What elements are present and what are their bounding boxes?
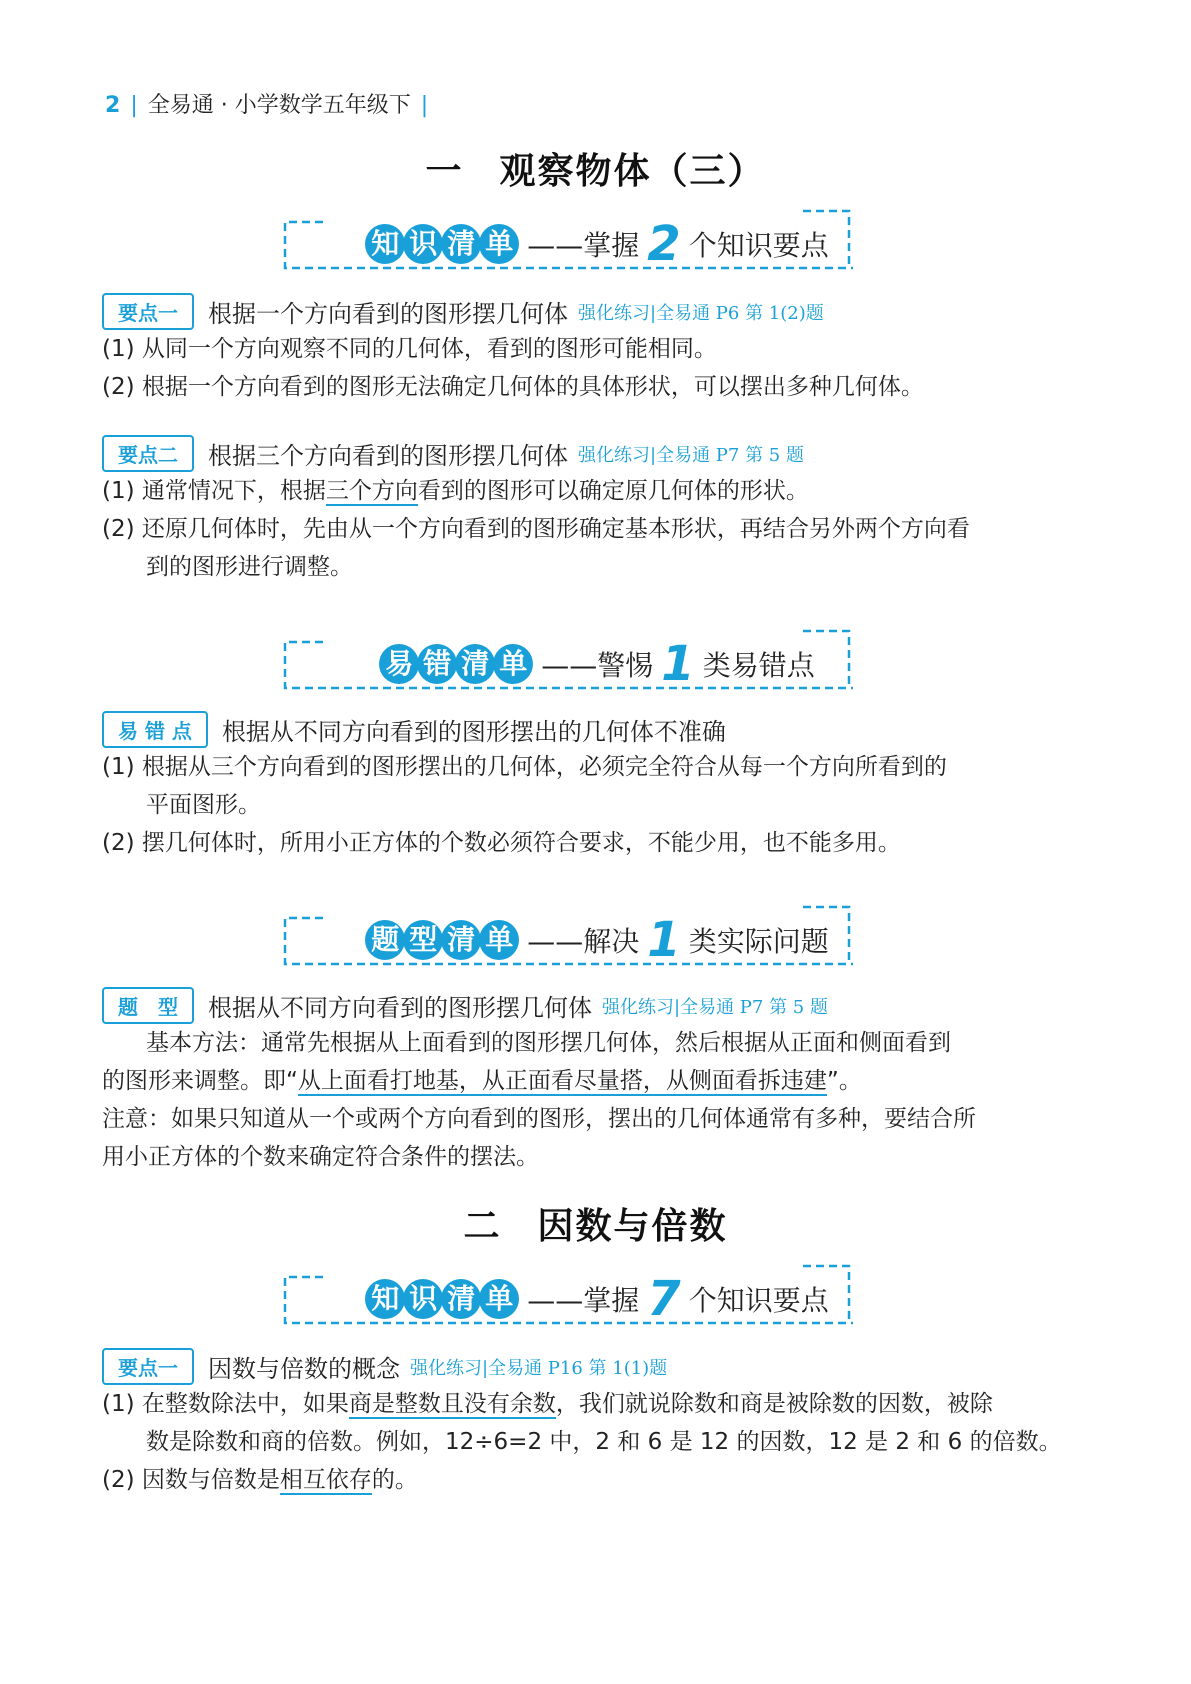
banner-count: 2 — [647, 216, 681, 272]
underlined-text: 三个方向 — [325, 478, 418, 504]
error-point-tag: 易 错 点 — [102, 711, 208, 748]
banner-suffix: 个知识要点 — [688, 1284, 829, 1317]
header-divider: | — [130, 93, 138, 118]
key-point-title: 根据三个方向看到的图形摆几何体 — [208, 442, 568, 470]
practice-reference: 强化练习|全易通 P7 第 5 题 — [602, 996, 828, 1018]
banner-pill: 知 识 清 单 — [365, 1279, 517, 1319]
section-banner-problem-types — [283, 904, 911, 966]
header-divider: | — [420, 93, 429, 118]
book-title: 全易通 · 小学数学五年级下 — [147, 93, 411, 118]
running-header — [105, 88, 438, 119]
key-point-tag: 要点一 — [102, 293, 194, 330]
banner-prefix: ——警惕 — [541, 649, 654, 682]
chapter-title — [0, 1198, 1191, 1249]
body-line: (1) 根据从三个方向看到的图形摆出的几何体，必须完全符合从每一个方向所看到的 — [102, 754, 947, 780]
banner-suffix: 类易错点 — [702, 649, 815, 682]
key-point-tag: 要点二 — [102, 435, 194, 472]
page-number: 2 — [105, 93, 121, 118]
underlined-text: 商是整数且没有余数 — [348, 1391, 556, 1417]
body-line: 注意：如果只知道从一个或两个方向看到的图形，摆出的几何体通常有多种，要结合所 — [102, 1106, 976, 1132]
body-line: 平面图形。 — [146, 792, 261, 818]
banner-pill: 知 识 清 单 — [365, 224, 517, 264]
key-point-heading — [102, 1348, 667, 1385]
key-point-heading — [102, 293, 824, 330]
error-point-title: 根据从不同方向看到的图形摆出的几何体不准确 — [221, 718, 726, 746]
key-point-title: 因数与倍数的概念 — [208, 1355, 400, 1383]
section-banner-knowledge — [283, 1263, 911, 1325]
banner-prefix: ——掌握 — [527, 1284, 640, 1317]
banner-suffix: 个知识要点 — [688, 229, 829, 262]
chapter-title — [0, 143, 1191, 194]
section-banner-errors — [283, 628, 911, 690]
section-banner-knowledge — [283, 208, 911, 270]
body-line: (2) 根据一个方向看到的图形无法确定几何体的具体形状，可以摆出多种几何体。 — [102, 374, 924, 400]
banner-prefix: ——解决 — [527, 925, 640, 958]
key-point-title: 根据一个方向看到的图形摆几何体 — [208, 300, 568, 328]
body-line: 到的图形进行调整。 — [146, 554, 353, 580]
banner-suffix: 类实际问题 — [688, 925, 829, 958]
body-line: 基本方法：通常先根据从上面看到的图形摆几何体，然后根据从正面和侧面看到 — [146, 1030, 951, 1056]
body-line: 数是除数和商的倍数。例如，12÷6=2 中，2 和 6 是 12 的因数，12 是 2 和 6 的倍数。 — [146, 1429, 1062, 1455]
error-point-heading — [102, 711, 726, 748]
practice-reference: 强化练习|全易通 P7 第 5 题 — [578, 444, 804, 466]
chapter-name: 观察物体（三） — [499, 151, 766, 192]
chapter-number: 二 — [463, 1206, 502, 1247]
practice-reference: 强化练习|全易通 P6 第 1(2)题 — [578, 302, 824, 324]
banner-prefix: ——掌握 — [527, 229, 640, 262]
chapter-name: 因数与倍数 — [537, 1206, 728, 1247]
key-point-tag: 要点一 — [102, 1348, 194, 1385]
body-line: (2) 摆几何体时，所用小正方体的个数必须符合要求，不能少用，也不能多用。 — [102, 830, 901, 856]
banner-count: 7 — [647, 1271, 681, 1327]
underlined-text: 相互依存 — [279, 1467, 372, 1493]
banner-count: 1 — [647, 912, 681, 968]
banner-pill: 题 型 清 单 — [365, 920, 517, 960]
key-point-heading — [102, 435, 804, 472]
body-line: 的图形来调整。即“从上面看打地基，从正面看尽量搭，从侧面看拆违建”。 — [102, 1068, 862, 1094]
body-line: (1) 在整数除法中，如果商是整数且没有余数，我们就说除数和商是被除数的因数，被除 — [102, 1391, 993, 1417]
banner-pill: 易 错 清 单 — [379, 644, 531, 684]
body-line: (2) 还原几何体时，先由从一个方向看到的图形确定基本形状，再结合另外两个方向看 — [102, 516, 970, 542]
problem-type-title: 根据从不同方向看到的图形摆几何体 — [208, 994, 592, 1022]
problem-type-tag: 题 型 — [102, 987, 194, 1024]
problem-type-heading — [102, 987, 828, 1024]
underlined-text: 从上面看打地基，从正面看尽量搭，从侧面看拆违建 — [297, 1068, 827, 1094]
banner-count: 1 — [661, 636, 695, 692]
body-line: (1) 从同一个方向观察不同的几何体，看到的图形可能相同。 — [102, 336, 717, 362]
body-line: (2) 因数与倍数是相互依存的。 — [102, 1467, 418, 1493]
body-line: (1) 通常情况下，根据三个方向看到的图形可以确定原几何体的形状。 — [102, 478, 809, 504]
chapter-number: 一 — [425, 151, 464, 192]
practice-reference: 强化练习|全易通 P16 第 1(1)题 — [410, 1357, 668, 1379]
body-line: 用小正方体的个数来确定符合条件的摆法。 — [102, 1144, 539, 1170]
